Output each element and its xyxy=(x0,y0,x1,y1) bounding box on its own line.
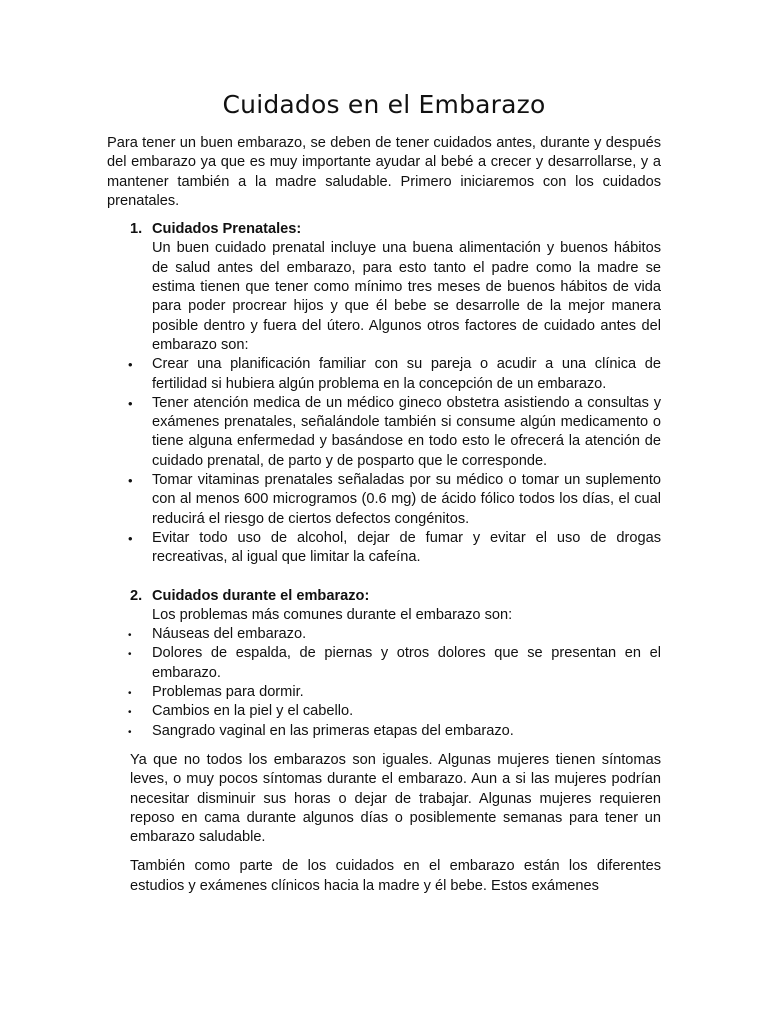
section-during-pregnancy xyxy=(130,587,661,626)
bullet-icon: • xyxy=(128,726,132,738)
list-item-text: Tener atención medica de un médico gineco obstetra asistiendo a consultas y exámenes prenatales, señalándole también si consume algún medicamento o tiene alguna enfermedad y basándose en todo esto le ofrecerá la atención de cuidado prenatal, de parto y de posparto que le corresponde. xyxy=(152,394,661,469)
bullet-icon: • xyxy=(128,395,133,411)
list-item xyxy=(128,644,661,683)
section-number: 1. xyxy=(130,221,143,238)
list-item xyxy=(128,702,661,721)
bullet-icon: • xyxy=(128,530,133,546)
list-item-text: Problemas para dormir. xyxy=(152,684,304,701)
list-item xyxy=(128,722,661,741)
section-body: Un buen cuidado prenatal incluye una buena alimentación y buenos hábitos de salud antes del embarazo, para esto tanto el padre como la madre se estima tienen que tener como mínimo tres meses de buenos hábitos de vida para poder procrear hijos y que él bebe se desarrolle de la mejor manera posible dentro y fuera del útero. Algunos otros factores de cuidado antes del embarazo son: xyxy=(152,240,661,353)
document-title: Cuidados en el Embarazo xyxy=(222,90,546,119)
bullet-icon: • xyxy=(128,688,132,700)
list-item xyxy=(128,471,661,529)
list-item-text: Tomar vitaminas prenatales señaladas por su médico o tomar un suplemento con al menos 600 microgramos (0.6 mg) de ácido fólico todos los días, el cual reducirá el riesgo de ciertos defectos congénitos. xyxy=(152,472,661,527)
list-item xyxy=(128,625,661,644)
section-heading: Cuidados Prenatales: xyxy=(152,221,302,238)
bullet-icon: • xyxy=(128,630,132,642)
list-item xyxy=(128,394,661,471)
list-item xyxy=(128,355,661,394)
list-item-text: Sangrado vaginal en las primeras etapas del embarazo. xyxy=(152,722,514,739)
section-heading: Cuidados durante el embarazo: xyxy=(152,587,370,604)
intro-paragraph: Para tener un buen embarazo, se deben de tener cuidados antes, durante y después del embarazo ya que es muy importante ayudar al bebé a crecer y desarrollarse, y a mantener también a la madre saludable. Primero iniciaremos con los cuidados prenatales. xyxy=(107,135,661,209)
list-item-text: Crear una planificación familiar con su pareja o acudir a una clínica de fertilidad si hubiera algún problema en la concepción de un embarazo. xyxy=(152,356,661,392)
closing-paragraph: También como parte de los cuidados en el embarazo están los diferentes estudios y exámenes clínicos hacia la madre y él bebe. Estos exámenes xyxy=(130,858,661,894)
section-body: Los problemas más comunes durante el embarazo son: xyxy=(152,606,513,623)
list-item-text: Dolores de espalda, de piernas y otros dolores que se presentan en el embarazo. xyxy=(152,645,661,681)
list-item xyxy=(128,683,661,702)
spacer xyxy=(107,568,661,587)
section-prenatal xyxy=(130,220,661,355)
list-item xyxy=(128,529,661,568)
list-item-text: Náuseas del embarazo. xyxy=(152,626,307,643)
prenatal-bullet-list xyxy=(128,355,661,567)
bullet-icon: • xyxy=(128,707,132,719)
bullet-icon: • xyxy=(128,473,133,489)
bullet-icon: • xyxy=(128,649,132,661)
during-bullet-list xyxy=(128,625,661,741)
list-item-text: Cambios en la piel y el cabello. xyxy=(152,703,354,720)
document-body xyxy=(107,134,661,896)
closing-paragraph: Ya que no todos los embarazos son iguales. Algunas mujeres tienen síntomas leves, o muy pocos síntomas durante el embarazo. Aun a si las mujeres podrían necesitar disminuir sus horas o dejar de trabajar. Algunas mujeres requieren reposo en cama durante algunos días o posiblemente semanas para tener un embarazo saludable. xyxy=(130,751,661,846)
section-number: 2. xyxy=(130,587,143,604)
list-item-text: Evitar todo uso de alcohol, dejar de fumar y evitar el uso de drogas recreativas, al igual que limitar la cafeína. xyxy=(152,529,661,566)
bullet-icon: • xyxy=(128,357,133,373)
